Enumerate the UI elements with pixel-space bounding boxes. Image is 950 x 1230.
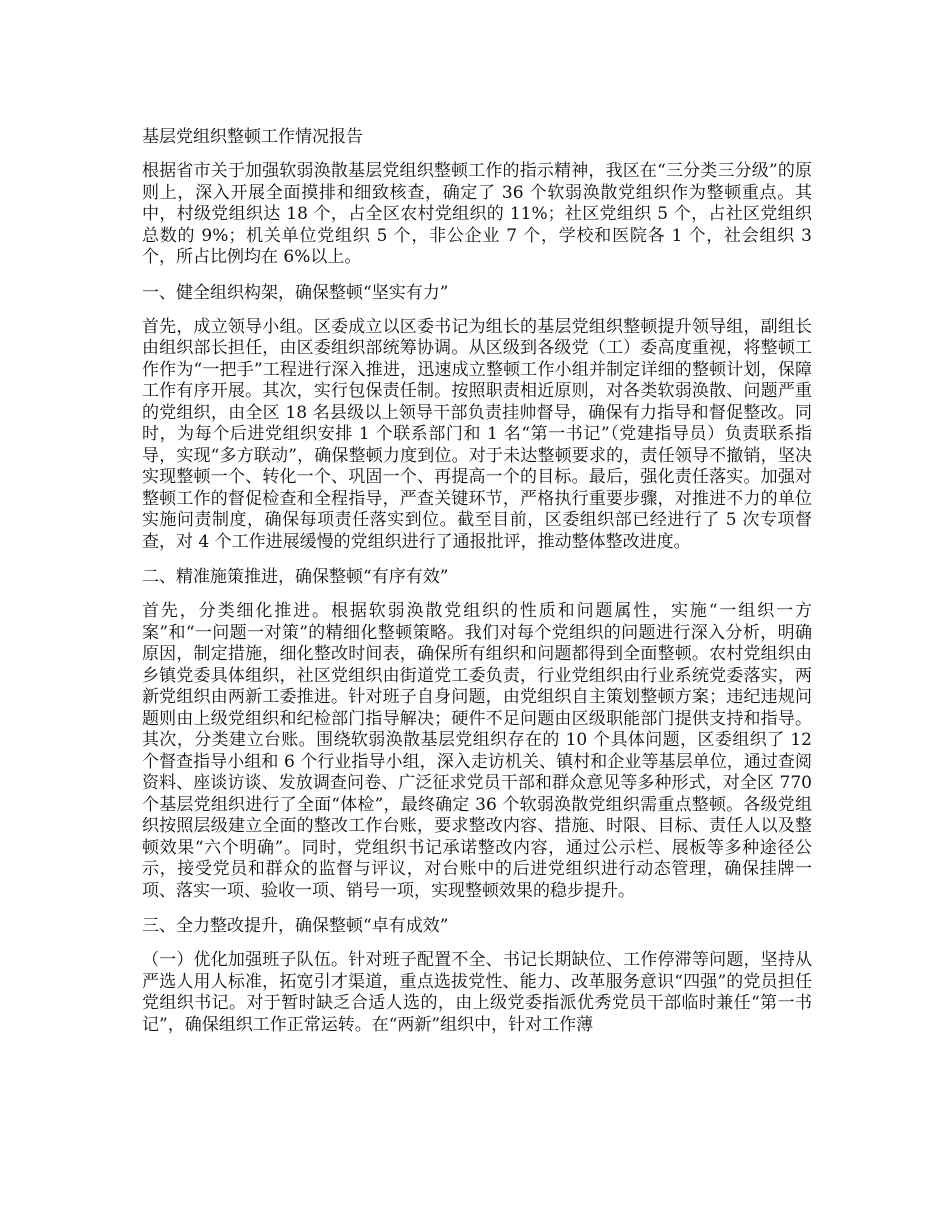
document-title: 基层党组织整顿工作情况报告: [142, 127, 363, 147]
document-page: [142, 126, 812, 1049]
section-3-paragraph: （一）优化加强班子队伍。针对班子配置不全、书记长期缺位、工作停滞等问题，坚持从严选人用人标准，拓宽引才渠道，重点选拔党性、能力、改革服务意识“四强”的党员担任党组织书记。对于暂时缺乏合适人选的，由上级党委指派优秀党员干部临时兼任“第一书记”，确保组织工作正常运转。在“两新”组织中，针对工作薄: [142, 950, 812, 1035]
section-1-heading: 一、健全组织构架，确保整顿“坚实有力”: [142, 282, 449, 303]
section-3-heading: 三、全力整改提升，确保整顿“卓有成效”: [142, 916, 449, 936]
intro-paragraph: 根据省市关于加强软弱涣散基层党组织整顿工作的指示精神，我区在“三分类三分级”的原则上，深入开展全面摸排和细致核查，确定了 36 个软弱涣散党组织作为整顿重点。其中，村级党组织达 18 个，占全区农村党组织的 11%；社区党组织 5 个，占社区党组织总数的 9%；机关单位党组织 5 个，非公企业 7 个，学校和医院各 1 个，社会组织 3 个，所占比例均在 6%以上。: [142, 161, 812, 267]
section-2-paragraph: 首先，分类细化推进。根据软弱涣散党组织的性质和问题属性，实施“一组织一方案”和“一问题一对策”的精细化整顿策略。我们对每个党组织的问题进行深入分析，明确原因，制定措施，细化整改时间表，确保所有组织和问题都得到全面整顿。农村党组织由乡镇党委具体组织，社区党组织由街道党工委负责，行业党组织由行业系统党委落实，两新党组织由两新工委推进。针对班子自身问题，由党组织自主策划整顿方案；违纪违规问题则由上级党组织和纪检部门指导解决；硬件不足问题由区级职能部门提供支持和指导。其次，分类建立台账。围绕软弱涣散基层党组织存在的 10 个具体问题，区委组织了 12 个督查指导小组和 6 个行业指导小组，深入走访机关、镇村和企业等基层单位，通过查阅资料、座谈访谈、发放调查问卷、广泛征求党员干部和群众意见等多种形式，对全区 770 个基层党组织进行了全面“体检”，最终确定 36 个软弱涣散党组织需重点整顿。各级党组织按照层级建立全面的整改工作台账，要求整改内容、措施、时限、目标、责任人以及整顿效果“六个明确”。同时，党组织书记承诺整改内容，通过公示栏、展板等多种途径公示，接受党员和群众的监督与评议，对台账中的后进党组织进行动态管理，确保挂牌一项、落实一项、验收一项、销号一项，实现整顿效果的稳步提升。: [142, 601, 812, 901]
section-1-paragraph: 首先，成立领导小组。区委成立以区委书记为组长的基层党组织整顿提升领导组，副组长由组织部长担任，由区委组织部统筹协调。从区级到各级党（工）委高度重视，将整顿工作作为“一把手”工程进行深入推进，迅速成立整顿工作小组并制定详细的整顿计划，保障工作有序开展。其次，实行包保责任制。按照职责相近原则，对各类软弱涣散、问题严重的党组织，由全区 18 名县级以上领导干部负责挂帅督导，确保有力指导和督促整改。同时，为每个后进党组织安排 1 个联系部门和 1 名“第一书记”（党建指导员）负责联系指导，实现“多方联动”，确保整顿力度到位。对于未达整顿要求的，责任领导不撤销，坚决实现整顿一个、转化一个、巩固一个、再提高一个的目标。最后，强化责任落实。加强对整顿工作的督促检查和全程指导，严查关键环节，严格执行重要步骤，对推进不力的单位实施问责制度，确保每项责任落实到位。截至目前，区委组织部已经进行了 5 次专项督查，对 4 个工作进展缓慢的党组织进行了通报批评，推动整体整改进度。: [142, 316, 812, 552]
section-2-heading: 二、精准施策推进，确保整顿“有序有效”: [142, 567, 449, 587]
